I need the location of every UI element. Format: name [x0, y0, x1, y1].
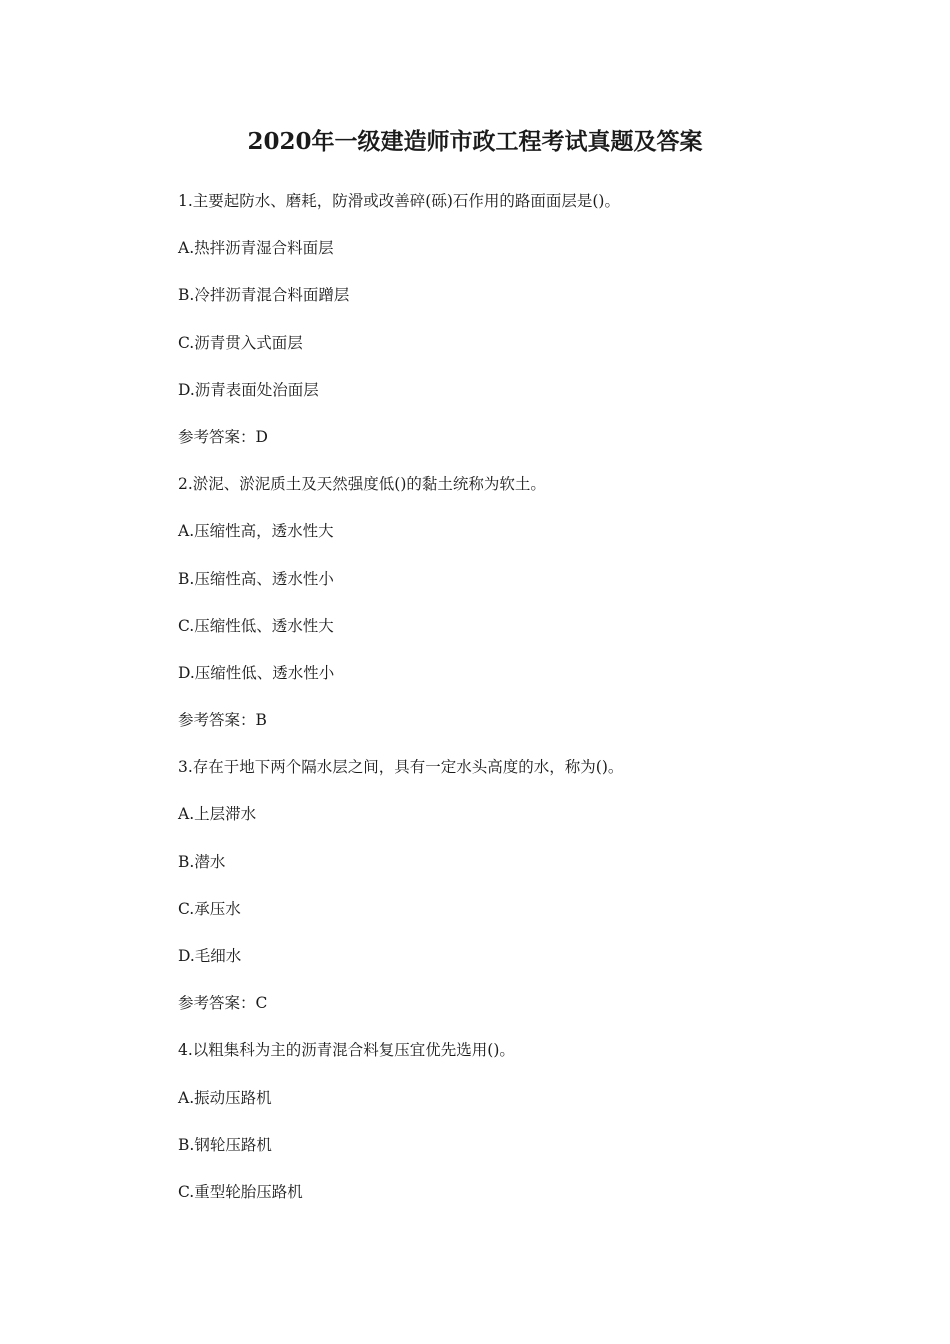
question-3-option-b: B.潜水 — [178, 852, 226, 871]
question-1-stem: 1.主要起防水、磨耗，防滑或改善碎(砾)石作用的路面面层是()。 — [178, 192, 620, 210]
question-3-option-d: D.毛细水 — [178, 947, 242, 965]
question-2-answer: 参考答案：B — [178, 711, 267, 730]
question-3-answer: 参考答案：C — [178, 994, 268, 1013]
question-3-stem: 3.存在于地下两个隔水层之间，具有一定水头高度的水，称为()。 — [178, 758, 624, 777]
question-2-option-d: D.压缩性低、透水性小 — [178, 663, 335, 682]
question-1-option-b: B.冷拌沥青混合料面蹭层 — [178, 286, 350, 305]
question-4-option-c: C.重型轮胎压路机 — [178, 1182, 303, 1201]
question-2-option-c: C.压缩性低、透水性大 — [178, 616, 334, 635]
question-3-option-a: A.上层滞水 — [178, 805, 257, 824]
document-body — [178, 188, 818, 1226]
question-4-option-a: A.振动压路机 — [178, 1088, 272, 1107]
document-title: 2020年一级建造师市政工程考试真题及答案 — [247, 128, 703, 155]
question-4-option-b: B.钢轮压路机 — [178, 1135, 272, 1154]
question-1-answer: 参考答案：D — [178, 427, 268, 446]
question-1-option-c: C.沥青贯入式面层 — [178, 333, 303, 352]
question-2-option-a: A.压缩性高，透水性大 — [178, 522, 334, 541]
question-1-option-a: A.热拌沥青湿合料面层 — [178, 239, 334, 258]
question-3-option-c: C.承压水 — [178, 899, 241, 918]
question-4-stem: 4.以粗集科为主的沥青混合料复压宜优先选用()。 — [178, 1041, 515, 1060]
question-2-stem: 2.淤泥、淤泥质土及天然强度低()的黏土统称为软土。 — [178, 475, 546, 494]
question-2-option-b: B.压缩性高、透水性小 — [178, 569, 334, 588]
question-1-option-d: D.沥青表面处治面层 — [178, 380, 319, 399]
